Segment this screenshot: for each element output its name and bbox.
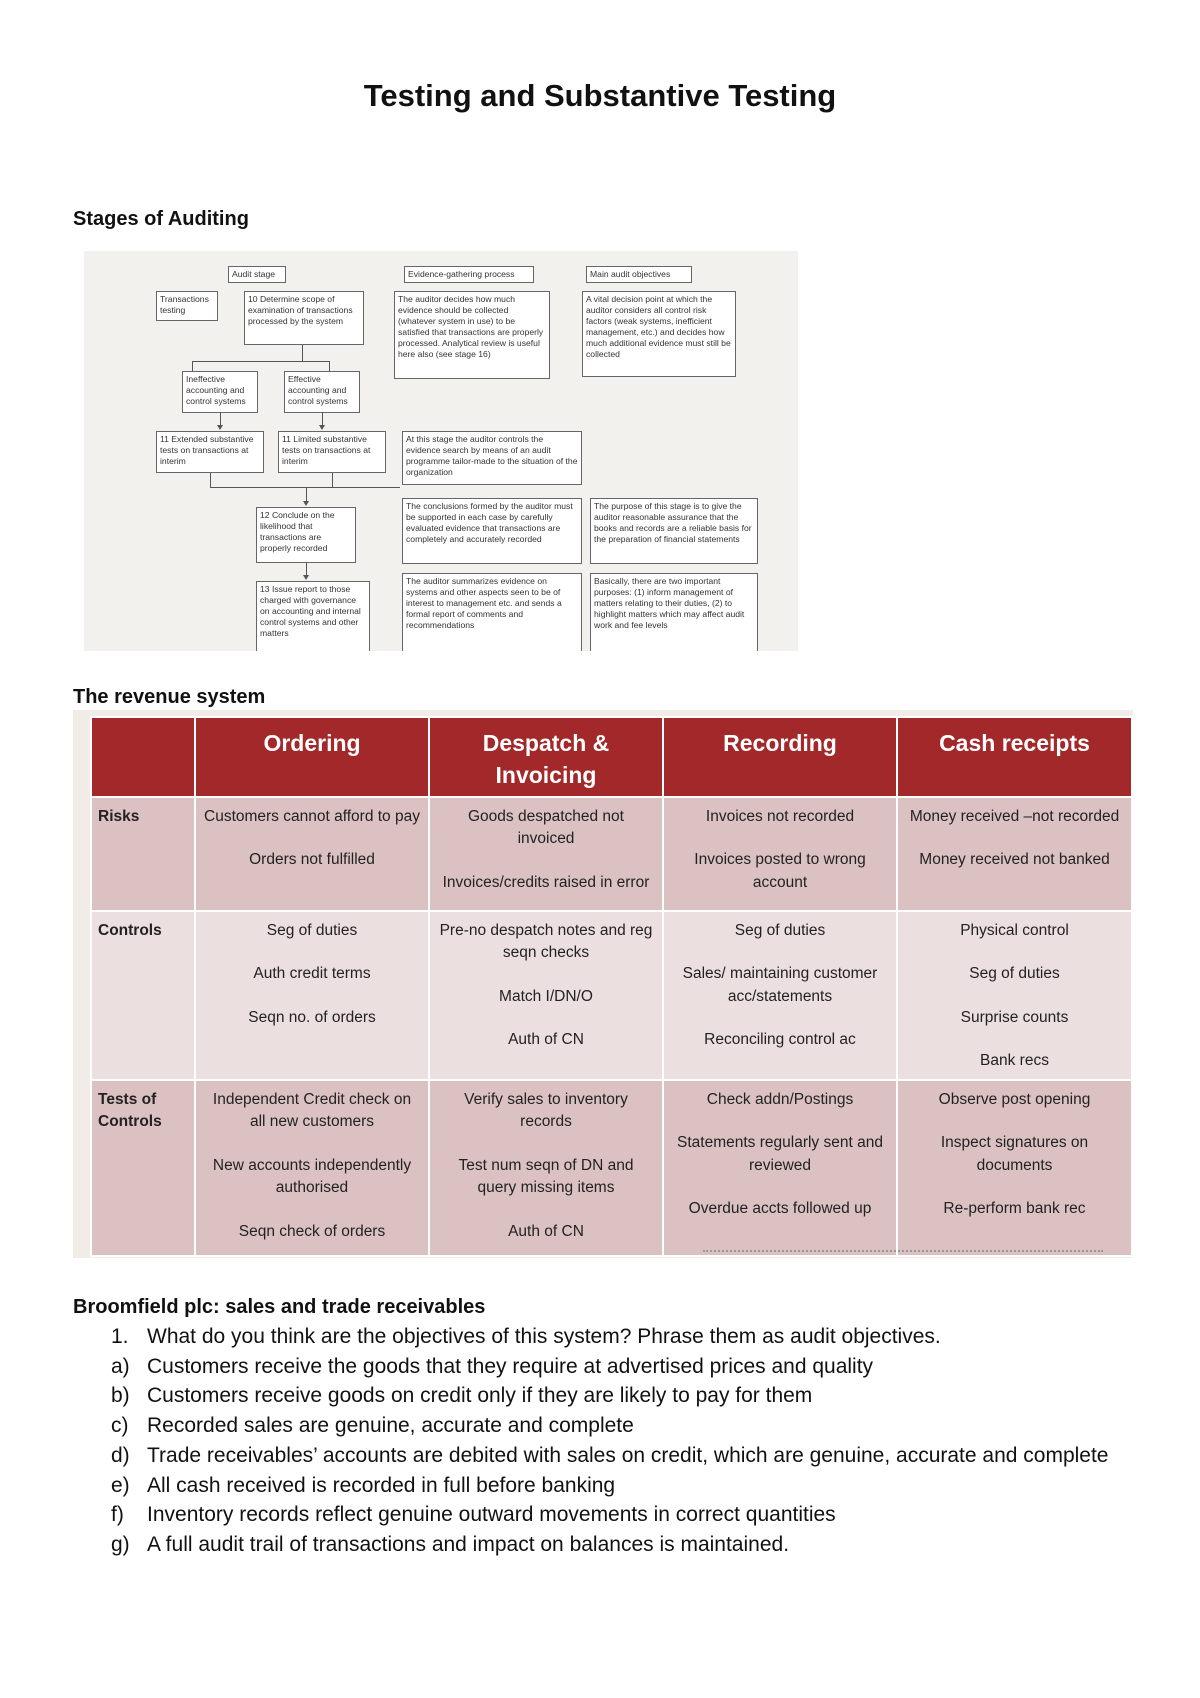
- list-item: b) Customers receive goods on credit only if they are likely to pay for them: [111, 1384, 813, 1408]
- objectives-list: [73, 1322, 1133, 1560]
- transactions-testing-box: Transactions testing: [156, 291, 218, 321]
- controls-cash: Physical control Seg of duties Surprise counts Bank recs: [897, 911, 1132, 1080]
- list-item: g) A full audit trail of transactions and impact on balances is maintained.: [111, 1532, 790, 1556]
- row-label-risks: Risks: [91, 797, 195, 911]
- stage-11-limited-box: 11 Limited substantive tests on transactions at interim: [278, 431, 386, 473]
- stage-12-box: 12 Conclude on the likelihood that transactions are properly recorded: [256, 507, 356, 563]
- stage-11-process-box: At this stage the auditor controls the evidence search by means of an audit programme tailor-made to the situation of the organization: [402, 431, 582, 485]
- stage-10-box: 10 Determine scope of examination of transactions processed by the system: [244, 291, 364, 345]
- header-recording: Recording: [663, 717, 897, 797]
- case-heading: Broomfield plc: sales and trade receivables: [73, 1296, 486, 1318]
- stages-heading: Stages of Auditing: [73, 208, 249, 230]
- page-title: Testing and Substantive Testing: [363, 78, 837, 113]
- list-item: a) Customers receive the goods that they require at advertised prices and quality: [111, 1354, 874, 1378]
- row-label-tests: Tests of Controls: [91, 1080, 195, 1256]
- revenue-system-table: [90, 716, 1133, 1257]
- list-item: d) Trade receivables’ accounts are debited with sales on credit, which are genuine, accurate and complete: [111, 1443, 1109, 1467]
- revenue-heading: The revenue system: [73, 686, 266, 708]
- header-audit-stage: Audit stage: [228, 266, 286, 283]
- stage-12-process-box: The conclusions formed by the auditor must be supported in each case by carefully evaluated evidence that transactions are completely and accurately recorded: [402, 498, 582, 564]
- tests-despatch: Verify sales to inventory records Test num seqn of DN and query missing items Auth of CN: [429, 1080, 663, 1256]
- ineffective-systems-box: Ineffective accounting and control systems: [182, 371, 258, 413]
- effective-systems-box: Effective accounting and control systems: [284, 371, 360, 413]
- header-ordering: Ordering: [195, 717, 429, 797]
- header-corner: [91, 717, 195, 797]
- risks-recording: Invoices not recorded Invoices posted to wrong account: [663, 797, 897, 911]
- tests-cash: Observe post opening Inspect signatures on documents Re-perform bank rec: [897, 1080, 1132, 1256]
- tests-ordering: Independent Credit check on all new customers New accounts independently authorised Seqn check of orders: [195, 1080, 429, 1256]
- header-evidence-process: Evidence-gathering process: [404, 266, 534, 283]
- stage-11-extended-box: 11 Extended substantive tests on transactions at interim: [156, 431, 264, 473]
- stage-10-objective-box: A vital decision point at which the auditor considers all control risk factors (weak systems, inefficient management, etc.) and decides how much additional evidence must still be collected: [582, 291, 736, 377]
- stage-13-process-box: The auditor summarizes evidence on systems and other aspects seen to be of interest to management etc. and sends a formal report of comments and recommendations: [402, 573, 582, 651]
- list-item: 1. What do you think are the objectives of this system? Phrase them as audit objectives.: [111, 1325, 941, 1348]
- tests-recording: Check addn/Postings Statements regularly sent and reviewed Overdue accts followed up: [663, 1080, 897, 1256]
- risks-cash: Money received –not recorded Money received not banked: [897, 797, 1132, 911]
- header-cash-receipts: Cash receipts: [897, 717, 1132, 797]
- stage-12-objective-box: The purpose of this stage is to give the auditor reasonable assurance that the books and records are a reliable basis for the preparation of financial statements: [590, 498, 758, 564]
- risks-despatch: Goods despatched not invoiced Invoices/credits raised in error: [429, 797, 663, 911]
- stage-13-box: 13 Issue report to those charged with governance on accounting and internal control systems and other matters: [256, 581, 370, 651]
- stage-13-objective-box: Basically, there are two important purposes: (1) inform management of matters relating to their duties, (2) to highlight matters which may affect audit work and fee levels: [590, 573, 758, 651]
- list-item: c) Recorded sales are genuine, accurate and complete: [111, 1414, 634, 1438]
- risks-ordering: Customers cannot afford to pay Orders not fulfilled: [195, 797, 429, 911]
- controls-ordering: Seg of duties Auth credit terms Seqn no. of orders: [195, 911, 429, 1080]
- list-item: f) Inventory records reflect genuine outward movements in correct quantities: [111, 1503, 836, 1527]
- dotted-divider: [703, 1250, 1103, 1256]
- revenue-table-panel: [73, 710, 1133, 1258]
- header-main-objectives: Main audit objectives: [586, 266, 692, 283]
- audit-stages-flowchart: [84, 251, 798, 651]
- row-label-controls: Controls: [91, 911, 195, 1080]
- stage-10-process-box: The auditor decides how much evidence should be collected (whatever system in use) to be satisfied that transactions are properly processed. Analytical review is useful here also (see stage 16): [394, 291, 550, 379]
- controls-recording: Seg of duties Sales/ maintaining customer acc/statements Reconciling control ac: [663, 911, 897, 1080]
- list-item: e) All cash received is recorded in full before banking: [111, 1473, 616, 1497]
- header-despatch-invoicing: Despatch & Invoicing: [429, 717, 663, 797]
- controls-despatch: Pre-no despatch notes and reg seqn checks Match I/DN/O Auth of CN: [429, 911, 663, 1080]
